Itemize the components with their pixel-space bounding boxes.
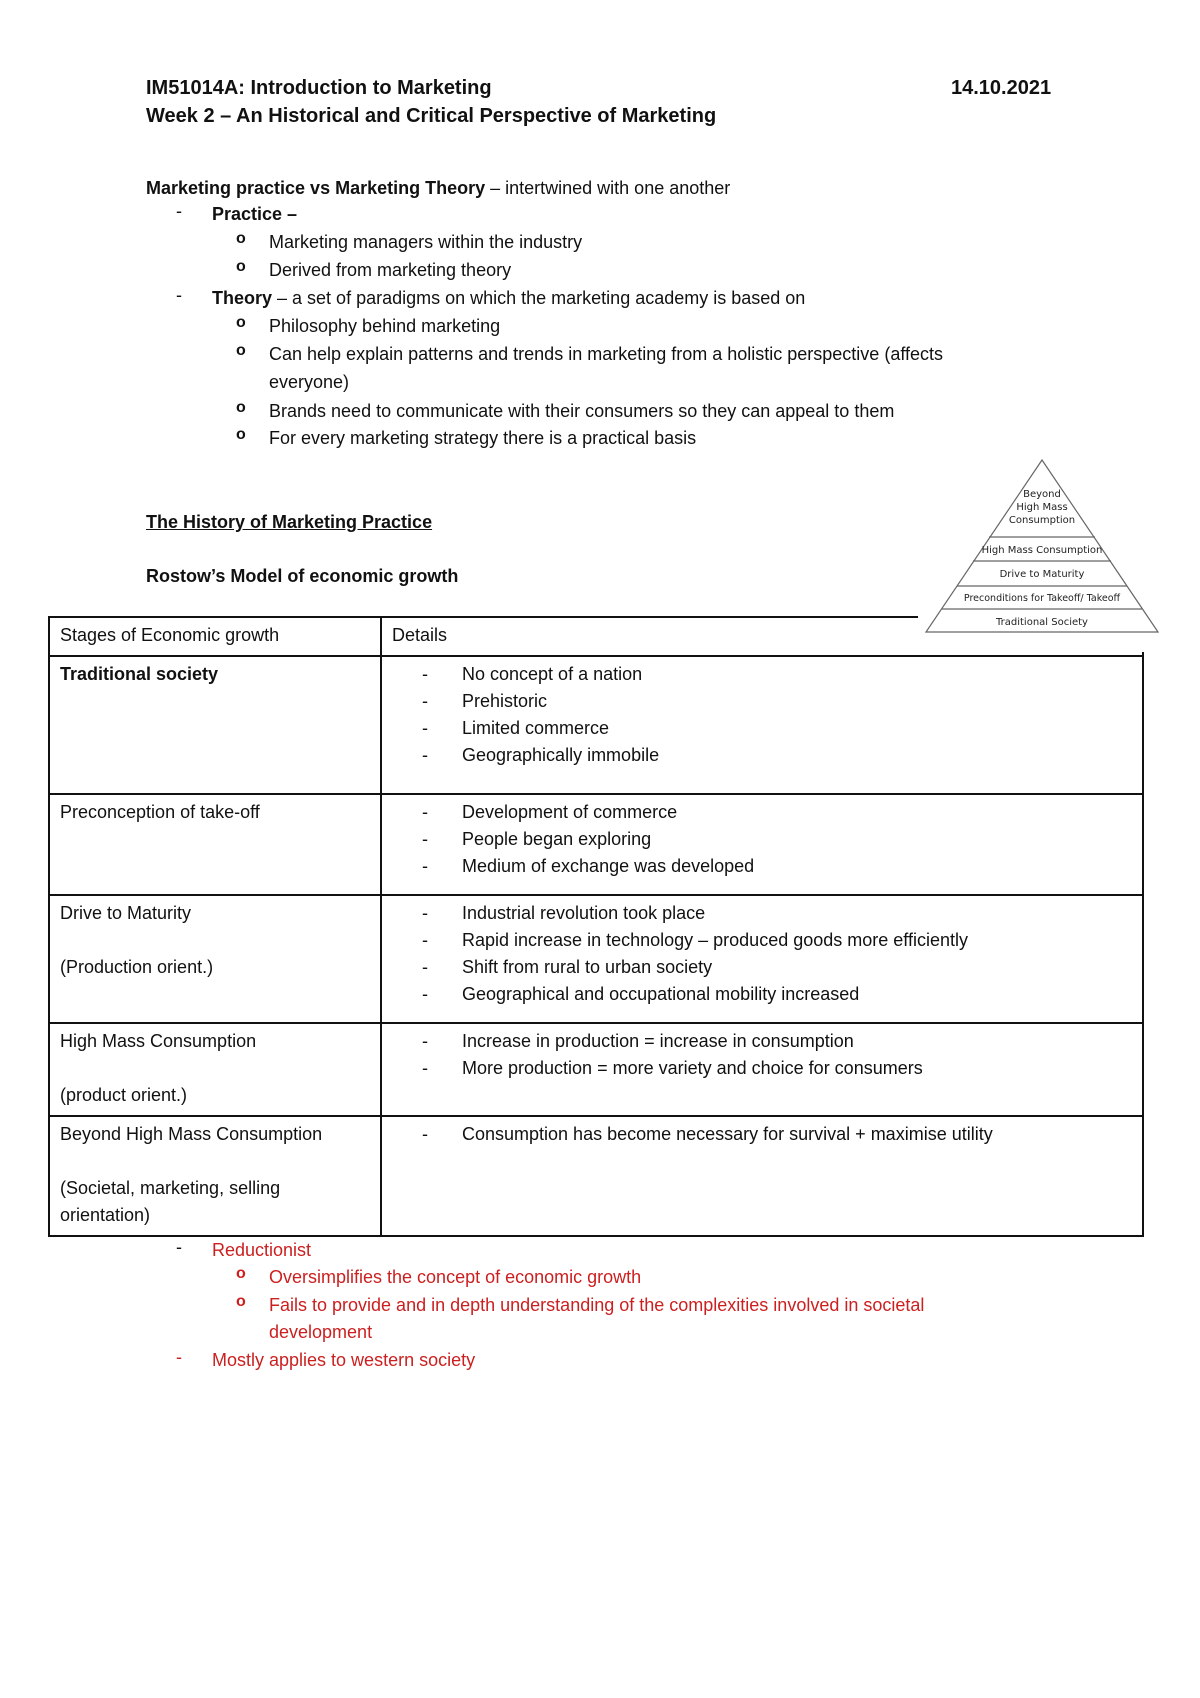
document-date: 14.10.2021 [951,77,1052,99]
stage-cell [49,895,381,1023]
o-bullet: o [236,399,246,416]
dash-bullet: - [422,718,428,738]
theory-item: Can help explain patterns and trends in marketing from a holistic perspective (affects [269,344,944,364]
stage-cell [49,656,381,794]
detail-text: No concept of a nation [462,664,643,684]
critique-sub: Oversimplifies the concept of economic growth [269,1267,642,1287]
week-title: Week 2 – An Historical and Critical Perspective of Marketing [146,105,717,127]
detail-text: Prehistoric [462,691,548,711]
detail-text: Limited commerce [462,718,610,738]
dash-bullet: - [176,1347,182,1367]
detail-text: Medium of exchange was developed [462,856,755,876]
pyramid-level-drive: Drive to Maturity [999,569,1085,580]
dash-bullet: - [176,201,182,221]
dash-bullet: - [422,691,428,711]
theory-item: For every marketing strategy there is a practical basis [269,428,697,448]
detail-text: Consumption has become necessary for survival + maximise utility [462,1124,993,1144]
detail-text: Industrial revolution took place [462,903,706,923]
detail-item [392,661,1132,688]
dash-bullet: - [422,903,428,923]
dash-bullet: - [422,745,428,765]
dash-bullet: - [422,1124,428,1144]
details-cell [381,1116,1143,1236]
details-cell [381,895,1143,1023]
theory-line [212,285,805,311]
o-bullet: o [236,426,246,443]
details-cell [381,1023,1143,1116]
pyramid-level-beyond: Consumption [1008,515,1076,526]
pyramid-level-beyond: Beyond [1023,489,1061,500]
detail-item [392,927,1132,954]
rostow-table [48,616,1144,1237]
detail-item [392,742,1132,769]
detail-item [392,900,1132,927]
intro-heading [146,175,730,201]
dash-bullet: - [422,984,428,1004]
stage-orientation-continued: orientation) [60,1205,151,1225]
pyramid-level-beyond: High Mass [1016,502,1068,513]
stage-orientation: (Societal, marketing, selling [60,1178,281,1198]
o-bullet: o [236,230,246,247]
dash-bullet: - [422,829,428,849]
stage-name: Beyond High Mass Consumption [60,1124,323,1144]
dash-bullet: - [422,930,428,950]
detail-item [392,853,1132,880]
stage-orientation: (product orient.) [60,1085,188,1105]
practice-item: Marketing managers within the industry [269,232,583,252]
detail-item [392,715,1132,742]
theory-item: Brands need to communicate with their consumers so they can appeal to them [269,401,895,421]
dash-bullet: - [176,1237,182,1257]
stage-name: High Mass Consumption [60,1031,257,1051]
o-bullet: o [236,314,246,331]
pyramid-level-traditional: Traditional Society [996,617,1088,628]
detail-item [392,1055,1132,1082]
practice-item: Derived from marketing theory [269,260,512,280]
dash-bullet: - [422,802,428,822]
stage-name: Traditional society [60,664,219,684]
table-row [49,794,1143,895]
rostow-pyramid-diagram [918,456,1166,652]
table-row [49,1116,1143,1236]
model-title: Rostow’s Model of economic growth [146,566,459,586]
header-stage: Stages of Economic growth [49,617,381,656]
course-title: IM51014A: Introduction to Marketing [146,77,492,99]
stage-cell [49,794,381,895]
dash-bullet: - [422,664,428,684]
o-bullet: o [236,342,246,359]
critique-point: Reductionist [212,1240,312,1260]
pyramid-svg [918,456,1166,652]
detail-item [392,981,1132,1008]
detail-item [392,688,1132,715]
dash-bullet: - [422,1058,428,1078]
critique-point: Mostly applies to western society [212,1350,476,1370]
o-bullet: o [236,1265,246,1282]
header-details: Details [381,617,1143,656]
detail-item [392,826,1132,853]
dash-bullet: - [422,856,428,876]
table-row [49,1023,1143,1116]
stage-cell [49,1116,381,1236]
intro-heading-rest: – intertwined with one another [485,178,731,198]
theory-label: Theory [212,288,273,308]
stage-orientation: (Production orient.) [60,957,214,977]
detail-text: Shift from rural to urban society [462,957,713,977]
stage-name: Drive to Maturity [60,903,192,923]
detail-text: Development of commerce [462,802,678,822]
critique-sub-continued: development [269,1322,373,1342]
detail-text: Increase in production = increase in consumption [462,1031,854,1051]
detail-text: People began exploring [462,829,652,849]
theory-item-continued: everyone) [269,372,350,392]
details-cell [381,794,1143,895]
history-title: The History of Marketing Practice [146,512,433,532]
detail-item [392,1121,1132,1148]
dash-bullet: - [422,1031,428,1051]
o-bullet: o [236,1293,246,1310]
o-bullet: o [236,258,246,275]
pyramid-level-preconditions: Preconditions for Takeoff/ Takeoff [963,593,1121,604]
details-cell [381,656,1143,794]
detail-text: Geographical and occupational mobility increased [462,984,860,1004]
detail-item [392,954,1132,981]
table-row [49,895,1143,1023]
detail-text: Rapid increase in technology – produced goods more efficiently [462,930,968,950]
detail-item [392,799,1132,826]
practice-label: Practice – [212,204,298,224]
dash-bullet: - [176,285,182,305]
detail-text: Geographically immobile [462,745,660,765]
intro-heading-bold: Marketing practice vs Marketing Theory [146,178,486,198]
table-row [49,656,1143,794]
pyramid-level-high-mass: High Mass Consumption [981,545,1103,556]
dash-bullet: - [422,957,428,977]
stage-name: Preconception of take-off [60,802,260,822]
critique-sub: Fails to provide and in depth understanding of the complexities involved in societal [269,1295,925,1315]
stage-cell [49,1023,381,1116]
theory-item: Philosophy behind marketing [269,316,501,336]
theory-rest: – a set of paradigms on which the marketing academy is based on [272,288,806,308]
detail-item [392,1028,1132,1055]
detail-text: More production = more variety and choice for consumers [462,1058,923,1078]
